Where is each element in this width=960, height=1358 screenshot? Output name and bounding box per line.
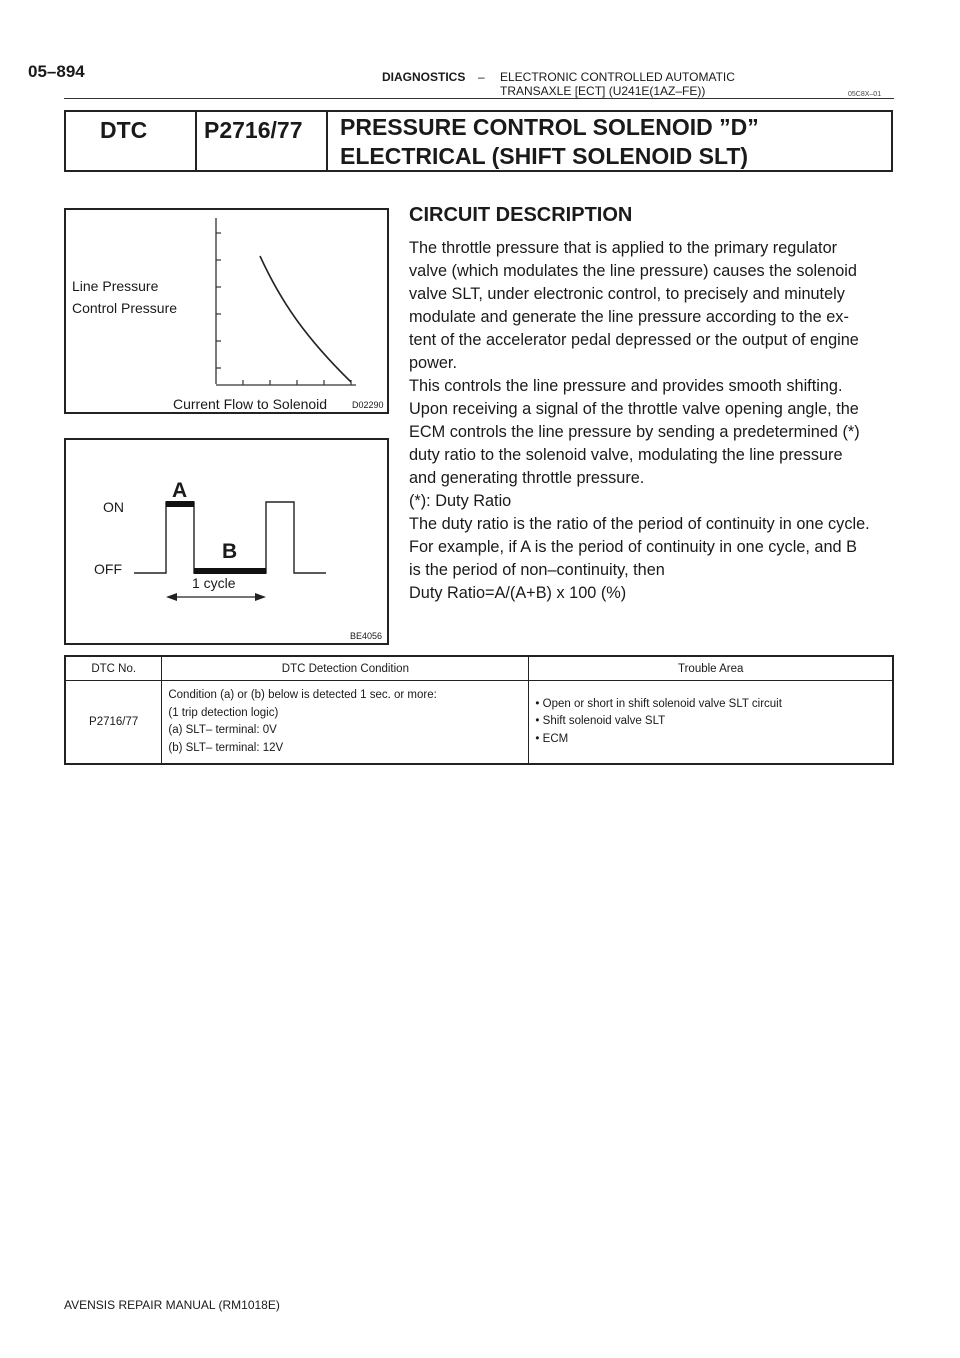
dtc-table: [64, 655, 894, 765]
description-paragraph-2: This controls the line pressure and provides smooth shifting.: [409, 377, 843, 395]
column-header: DTC Detection Condition: [162, 656, 529, 681]
column-header: DTC No.: [65, 656, 162, 681]
y-label-line1: Line Pressure: [72, 278, 159, 294]
title-name-line2: ELECTRICAL (SHIFT SOLENOID SLT): [340, 143, 749, 169]
x-axis-label: Current Flow to Solenoid: [173, 396, 328, 412]
footer-manual-title: AVENSIS REPAIR MANUAL (RM1018E): [64, 1298, 280, 1312]
paragraph-line: The throttle pressure that is applied to the primary regulator: [409, 239, 838, 257]
column-header: Trouble Area: [529, 656, 893, 681]
b-label: B: [222, 540, 238, 563]
title-divider: [326, 110, 328, 172]
paragraph-line: is the period of non–continuity, then: [409, 561, 665, 579]
header-section: DIAGNOSTICS: [382, 70, 466, 84]
trouble-area-item: • ECM: [535, 732, 569, 745]
pressure-curve: [260, 256, 351, 382]
trouble-area-item: • Open or short in shift solenoid valve SLT circuit: [535, 697, 782, 710]
paragraph-line: duty ratio to the solenoid valve, modulating the line pressure: [409, 446, 843, 464]
condition-line: (a) SLT– terminal: 0V: [168, 724, 277, 736]
description-paragraph-3: [409, 398, 896, 490]
description-paragraph-5: [409, 513, 896, 582]
condition-line: (b) SLT– terminal: 12V: [168, 741, 284, 754]
paragraph-line: ECM controls the line pressure by sending a predetermined (*): [409, 423, 860, 441]
page-number: 05–894: [28, 62, 85, 81]
paragraph-line: For example, if A is the period of continuity in one cycle, and B: [409, 538, 857, 556]
paragraph-line: Upon receiving a signal of the throttle valve opening angle, the: [409, 400, 859, 418]
pressure-current-figure: [64, 208, 389, 414]
description-paragraph-1: [409, 237, 896, 375]
table-header-row: [65, 656, 893, 681]
paragraph-line: The duty ratio is the ratio of the period of continuity in one cycle.: [409, 515, 870, 533]
title-name-line1: PRESSURE CONTROL SOLENOID ”D”: [340, 114, 759, 140]
header-subsection-line2: TRANSAXLE [ECT] (U241E(1AZ–FE)): [500, 84, 706, 98]
on-label: ON: [103, 499, 124, 515]
paragraph-line: valve SLT, under electronic control, to precisely and minutely: [409, 285, 845, 303]
b-period-bar: [194, 568, 266, 574]
cycle-arrow-left-head: [166, 593, 177, 601]
condition-line: (1 trip detection logic): [168, 706, 279, 719]
detection-condition-cell: [162, 681, 529, 765]
y-label-line2: Control Pressure: [72, 300, 178, 316]
circuit-description-heading: CIRCUIT DESCRIPTION: [409, 204, 633, 226]
paragraph-line: modulate and generate the line pressure according to the ex-: [409, 308, 849, 326]
y-axis-ticks: [216, 233, 221, 368]
title-dtc-name: [340, 113, 759, 171]
duty-ratio-formula: Duty Ratio=A/(A+B) x 100 (%): [409, 584, 627, 602]
off-label: OFF: [94, 561, 122, 577]
title-dtc-code: P2716/77: [204, 117, 303, 143]
header-doc-code: 05C8X–01: [848, 91, 882, 98]
title-dtc-label: DTC: [100, 117, 148, 143]
duty-cycle-figure: [64, 438, 389, 645]
cycle-label: 1 cycle: [192, 575, 236, 591]
header-rule: [64, 98, 894, 99]
header-subsection-line1: ELECTRONIC CONTROLLED AUTOMATIC: [500, 70, 735, 84]
trouble-area-item: • Shift solenoid valve SLT: [535, 715, 666, 728]
trouble-area-cell: [529, 681, 893, 765]
header-dash: –: [478, 70, 485, 84]
paragraph-line: tent of the accelerator pedal depressed or the output of engine: [409, 331, 859, 349]
x-axis-ticks: [243, 380, 351, 385]
figure-id: BE4056: [350, 631, 383, 641]
title-divider: [195, 110, 197, 172]
condition-line: Condition (a) or (b) below is detected 1 sec. or more:: [168, 689, 437, 701]
description-paragraph-4: (*): Duty Ratio: [409, 492, 512, 510]
table-row: [65, 681, 893, 765]
cycle-arrow-right-head: [255, 593, 266, 601]
figure-id: D02290: [352, 400, 384, 410]
paragraph-line: valve (which modulates the line pressure) causes the solenoid: [409, 262, 857, 280]
paragraph-line: and generating throttle pressure.: [409, 469, 645, 487]
a-label: A: [172, 479, 188, 502]
paragraph-line: power.: [409, 354, 457, 372]
dtc-number-cell: P2716/77: [65, 681, 162, 765]
